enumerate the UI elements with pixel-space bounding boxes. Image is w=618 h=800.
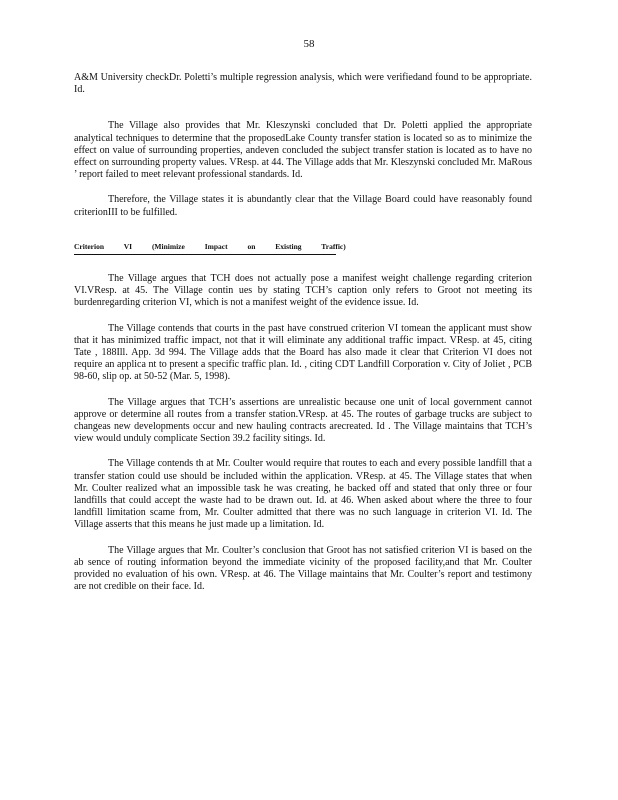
paragraph-coulter-conclusion: The Village argues that Mr. Coulter’s conclusion that Groot has not satisfied criterion VI is based on the ab sence of routing information beyond the immediate vicinity of the proposed facility,and that Mr. Coulter provided no evaluation of his own. VResp. at 46. The Village maintains that Mr. Coulter’s report and testimony are not credible on their face. Id. xyxy=(74,544,532,593)
page-number: 58 xyxy=(303,38,315,50)
paragraph-coulter-routes: The Village contends th at Mr. Coulter would require that routes to each and every possible landfill that a transfer station could use should be included within the application. VResp. at 45. The Village states that when Mr. Coulter realized what an impossible task he was creating, he backed off and stated that only three or four landfills that could accept the waste had to be drawn out. Id. at 46. When asked about where the three to four landfill limitation scame from, Mr. Coulter admitted that there was no such language in criterion VI. Id. The Village asserts that this means he just made up a limitation. Id. xyxy=(74,458,532,531)
document-body xyxy=(74,72,532,607)
paragraph-routes-unrealistic: The Village argues that TCH’s assertions are unrealistic because one unit of local government cannot approve or determine all routes from a transfer station.VResp. at 45. The routes of garbage trucks are subject to changeas new developments occur and new hauling contracts arecreated. Id . The Village maintains that TCH’s view would unduly complicate Section 39.2 facility sitings. Id. xyxy=(74,396,532,445)
paragraph-manifest-weight: The Village argues that TCH does not actually pose a manifest weight challenge regarding criterion VI.VResp. at 45. The Village contin ues by stating TCH’s caption only refers to Groot not meeting its burdenregarding criterion VI, which is not a manifest weight of the evidence issue. Id. xyxy=(74,273,532,309)
paragraph-kleszynski: The Village also provides that Mr. Kleszynski concluded that Dr. Poletti applied the appropriate analytical techniques to determine that the proposedLake County transfer station is located so as to minimize the effect on value of surrounding properties, andeven concluded the subject transfer station is located as to have no effect on surrounding property values. VResp. at 44. The Village adds that Mr. Kleszynski concluded Mr. MaRous ’ report failed to meet relevant professional standards. Id. xyxy=(74,120,532,181)
paragraph-continued: A&M University checkDr. Poletti’s multiple regression analysis, which were verifiedand found to be appropriate. Id. xyxy=(74,72,532,96)
section-heading: Criterion VI (Minimize Impact on Existing Traffic) xyxy=(74,241,336,255)
paragraph-minimize-traffic: The Village contends that courts in the past have construed criterion VI tomean the applicant must show that it has minimized traffic impact, not that it will eliminate any additional traffic impact. VResp. at 45, citing Tate , 188Ill. App. 3d 994. The Village adds that the Board has also made it clear that Criterion VI does not require an applica nt to present a specific traffic plan. Id. , citing CDT Landfill Corporation v. City of Joliet , PCB 98-60, slip op. at 50-52 (Mar. 5, 1998). xyxy=(74,322,532,383)
paragraph-criterion-iii-conclusion: Therefore, the Village states it is abundantly clear that the Village Board could have reasonably found criterionIII to be fulfilled. xyxy=(74,194,532,218)
